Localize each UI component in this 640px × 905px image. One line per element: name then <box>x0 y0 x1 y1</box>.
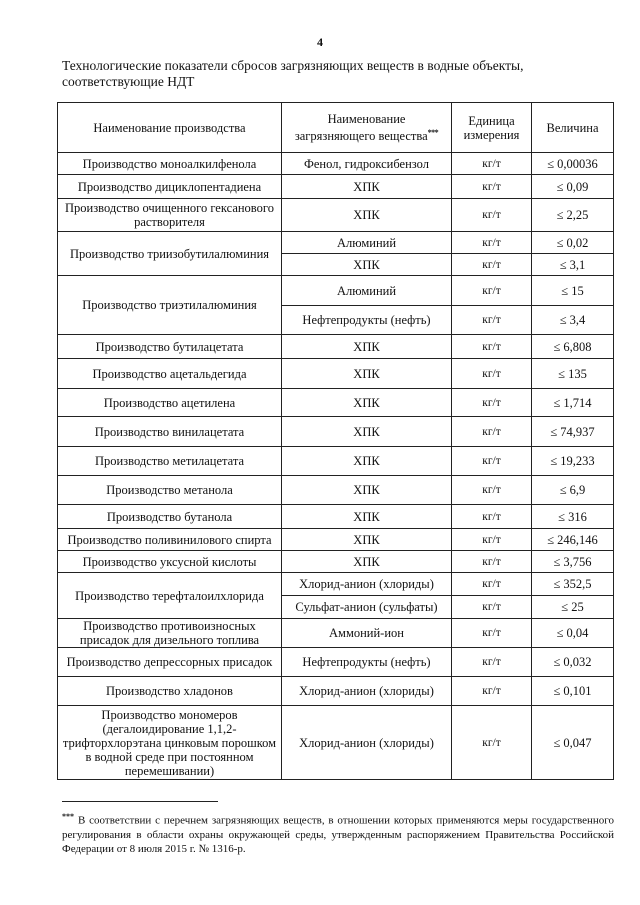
cell-pollutant: ХПК <box>282 447 452 476</box>
header-unit: Единица измерения <box>452 103 532 153</box>
table-row <box>58 573 614 596</box>
page-number: 4 <box>317 35 323 49</box>
cell-pollutant: ХПК <box>282 529 452 551</box>
cell-unit: кг/т <box>452 596 532 619</box>
footnote-mark: *** <box>427 127 439 137</box>
cell-unit: кг/т <box>452 276 532 306</box>
cell-value: ≤ 3,4 <box>532 306 614 335</box>
cell-pollutant: Хлорид-анион (хлориды) <box>282 677 452 706</box>
cell-pollutant: Хлорид-анион (хлориды) <box>282 706 452 780</box>
cell-unit: кг/т <box>452 529 532 551</box>
cell-unit: кг/т <box>452 306 532 335</box>
cell-production: Производство бутанола <box>58 505 282 529</box>
cell-value: ≤ 0,032 <box>532 648 614 677</box>
table-row <box>58 529 614 551</box>
cell-production: Производство противоизносных присадок для дизельного топлива <box>58 619 282 648</box>
page-heading: Технологические показатели сбросов загрязняющих веществ в водные объекты, соответствующие НДТ <box>62 58 524 89</box>
cell-pollutant: ХПК <box>282 359 452 389</box>
cell-pollutant: ХПК <box>282 389 452 417</box>
cell-pollutant: ХПК <box>282 254 452 276</box>
cell-unit: кг/т <box>452 175 532 199</box>
cell-value: ≤ 0,047 <box>532 706 614 780</box>
cell-pollutant: ХПК <box>282 505 452 529</box>
cell-pollutant: Аммоний-ион <box>282 619 452 648</box>
cell-production: Производство моноалкилфенола <box>58 153 282 175</box>
cell-pollutant: ХПК <box>282 199 452 232</box>
header-pollutant: Наименование загрязняющего вещества*** <box>282 103 452 153</box>
cell-value: ≤ 0,00036 <box>532 153 614 175</box>
cell-production: Производство винилацетата <box>58 417 282 447</box>
cell-value: ≤ 3,756 <box>532 551 614 573</box>
cell-unit: кг/т <box>452 199 532 232</box>
table-row <box>58 447 614 476</box>
table-row <box>58 677 614 706</box>
cell-production: Производство очищенного гексанового растворителя <box>58 199 282 232</box>
table-row <box>58 175 614 199</box>
cell-pollutant: ХПК <box>282 417 452 447</box>
cell-pollutant: ХПК <box>282 476 452 505</box>
cell-unit: кг/т <box>452 389 532 417</box>
cell-unit: кг/т <box>452 706 532 780</box>
cell-value: ≤ 15 <box>532 276 614 306</box>
cell-value: ≤ 1,714 <box>532 389 614 417</box>
cell-value: ≤ 74,937 <box>532 417 614 447</box>
footnote-divider <box>62 801 218 802</box>
header-value: Величина <box>532 103 614 153</box>
cell-production: Производство уксусной кислоты <box>58 551 282 573</box>
cell-unit: кг/т <box>452 505 532 529</box>
cell-pollutant: ХПК <box>282 175 452 199</box>
table-row <box>58 551 614 573</box>
cell-value: ≤ 2,25 <box>532 199 614 232</box>
cell-value: ≤ 352,5 <box>532 573 614 596</box>
table-row <box>58 199 614 232</box>
cell-production: Производство хладонов <box>58 677 282 706</box>
cell-pollutant: Алюминий <box>282 232 452 254</box>
footnote <box>62 810 614 856</box>
cell-pollutant: ХПК <box>282 551 452 573</box>
cell-pollutant: Фенол, гидроксибензол <box>282 153 452 175</box>
table-header-row <box>58 103 614 153</box>
table-row <box>58 153 614 175</box>
table-row <box>58 276 614 306</box>
cell-value: ≤ 0,09 <box>532 175 614 199</box>
cell-pollutant: Нефтепродукты (нефть) <box>282 306 452 335</box>
table-row <box>58 505 614 529</box>
cell-production: Производство триизобутилалюминия <box>58 232 282 276</box>
cell-production: Производство метанола <box>58 476 282 505</box>
cell-value: ≤ 6,9 <box>532 476 614 505</box>
cell-production: Производство метилацетата <box>58 447 282 476</box>
table-row <box>58 389 614 417</box>
table-row <box>58 476 614 505</box>
cell-production: Производство триэтилалюминия <box>58 276 282 335</box>
cell-production: Производство ацетилена <box>58 389 282 417</box>
cell-value: ≤ 6,808 <box>532 335 614 359</box>
cell-production: Производство депрессорных присадок <box>58 648 282 677</box>
cell-production: Производство бутилацетата <box>58 335 282 359</box>
cell-pollutant: Алюминий <box>282 276 452 306</box>
cell-unit: кг/т <box>452 476 532 505</box>
cell-value: ≤ 19,233 <box>532 447 614 476</box>
cell-value: ≤ 246,146 <box>532 529 614 551</box>
discharge-indicators-table <box>57 102 614 780</box>
cell-production: Производство поливинилового спирта <box>58 529 282 551</box>
cell-unit: кг/т <box>452 232 532 254</box>
cell-value: ≤ 135 <box>532 359 614 389</box>
cell-unit: кг/т <box>452 447 532 476</box>
cell-production: Производство ацетальдегида <box>58 359 282 389</box>
cell-unit: кг/т <box>452 648 532 677</box>
cell-unit: кг/т <box>452 254 532 276</box>
cell-production: Производство мономеров (дегалоидирование 1,1,2-трифторхлорэтана цинковым порошком в водной среде при постоянном перемешивании) <box>58 706 282 780</box>
table-row <box>58 232 614 254</box>
cell-pollutant: Сульфат-анион (сульфаты) <box>282 596 452 619</box>
cell-production: Производство дициклопентадиена <box>58 175 282 199</box>
cell-unit: кг/т <box>452 619 532 648</box>
cell-pollutant: Нефтепродукты (нефть) <box>282 648 452 677</box>
cell-unit: кг/т <box>452 359 532 389</box>
table-row <box>58 417 614 447</box>
cell-value: ≤ 0,101 <box>532 677 614 706</box>
table-row <box>58 335 614 359</box>
header-production: Наименование производства <box>58 103 282 153</box>
table-body <box>58 153 614 780</box>
cell-unit: кг/т <box>452 677 532 706</box>
table-row <box>58 619 614 648</box>
cell-pollutant: ХПК <box>282 335 452 359</box>
cell-production: Производство терефталоилхлорида <box>58 573 282 619</box>
cell-value: ≤ 3,1 <box>532 254 614 276</box>
table-row <box>58 706 614 780</box>
cell-unit: кг/т <box>452 335 532 359</box>
table-row <box>58 359 614 389</box>
cell-pollutant: Хлорид-анион (хлориды) <box>282 573 452 596</box>
footnote-text: В соответствии с перечнем загрязняющих веществ, в отношении которых применяются меры государственного регулирования в области охраны окружающей среды, утвержденным распоряжением Правительства Российской Федерации от 8 июля 2015 г. № 1316-р. <box>62 814 614 855</box>
cell-unit: кг/т <box>452 573 532 596</box>
table-row <box>58 648 614 677</box>
cell-unit: кг/т <box>452 153 532 175</box>
cell-value: ≤ 25 <box>532 596 614 619</box>
cell-value: ≤ 0,02 <box>532 232 614 254</box>
cell-value: ≤ 316 <box>532 505 614 529</box>
cell-unit: кг/т <box>452 417 532 447</box>
cell-value: ≤ 0,04 <box>532 619 614 648</box>
footnote-mark: *** <box>62 812 74 821</box>
cell-unit: кг/т <box>452 551 532 573</box>
